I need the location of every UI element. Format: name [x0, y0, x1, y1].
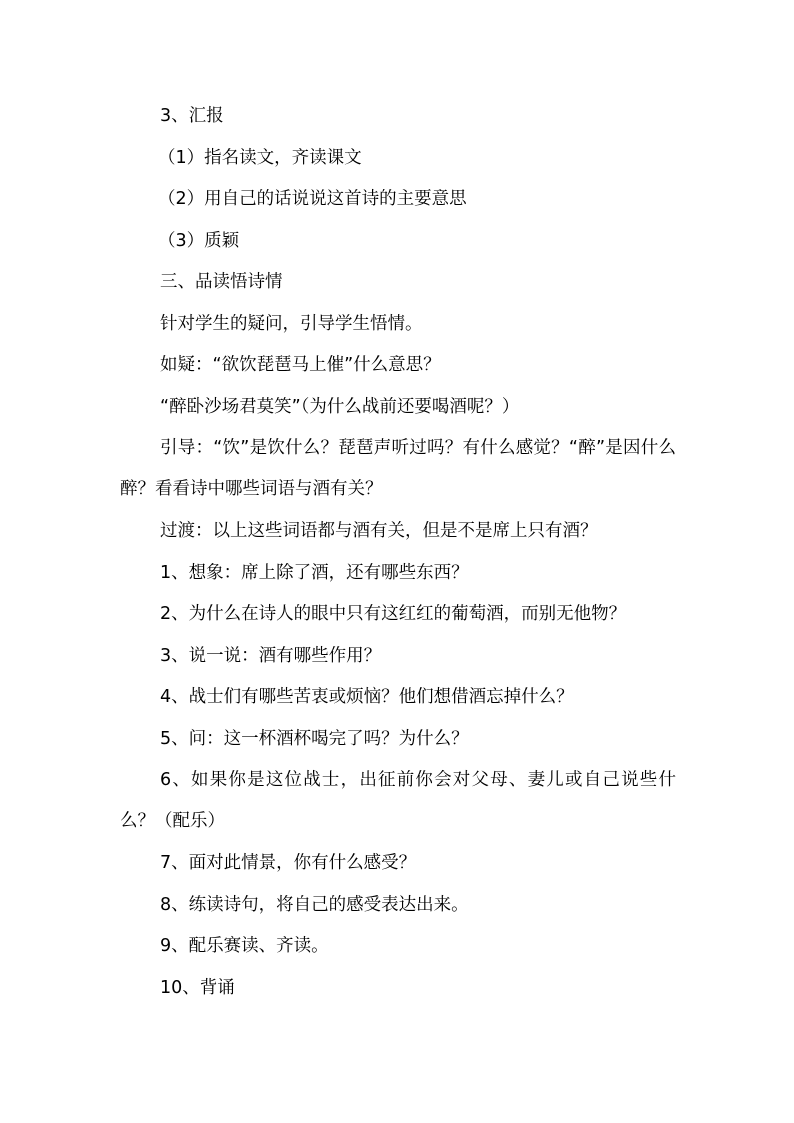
list-item-10: 10、背诵: [160, 978, 235, 998]
list-item-4: 4、战士们有哪些苦衷或烦恼？他们想借酒忘掉什么？: [160, 687, 574, 707]
paragraph-question-2: “醉卧沙场君莫笑”（为什么战前还要喝酒呢？）: [160, 397, 520, 417]
list-item-7: 7、面对此情景，你有什么感受？: [160, 853, 417, 873]
list-item-3: 3、说一说：酒有哪些作用？: [160, 646, 382, 666]
paragraph-guide: 引导：“饮”是饮什么？琵琶声听过吗？有什么感觉？“醉”是因什么醉？看看诗中哪些词语与酒有关？: [120, 438, 676, 499]
paragraph-guidance: 针对学生的疑问，引导学生悟情。: [160, 314, 423, 334]
section-heading-3: 三、品读悟诗情: [160, 272, 283, 292]
list-item-6: 6、如果你是这位战士，出征前你会对父母、妻儿或自己说些什么？（配乐）: [120, 770, 676, 831]
sub-item-2: （2）用自己的话说说这首诗的主要意思: [158, 189, 467, 209]
paragraph-transition: 过渡：以上这些词语都与酒有关，但是不是席上只有酒？: [160, 521, 598, 541]
sub-item-3: （3）质颖: [158, 231, 240, 251]
paragraph-question-1: 如疑：“欲饮琵琶马上催”什么意思？: [160, 355, 441, 375]
list-item-2: 2、为什么在诗人的眼中只有这红红的葡萄酒，而别无他物？: [160, 604, 627, 624]
list-item-1: 1、想象：席上除了酒，还有哪些东西？: [160, 563, 469, 583]
list-item-5: 5、问：这一杯酒杯喝完了吗？为什么？: [160, 729, 469, 749]
list-item-8: 8、练读诗句，将自己的感受表达出来。: [160, 895, 469, 915]
step-3-report: 3、汇报: [160, 106, 224, 126]
list-item-9: 9、配乐赛读、齐读。: [160, 936, 329, 956]
sub-item-1: （1）指名读文，齐读课文: [158, 148, 362, 168]
